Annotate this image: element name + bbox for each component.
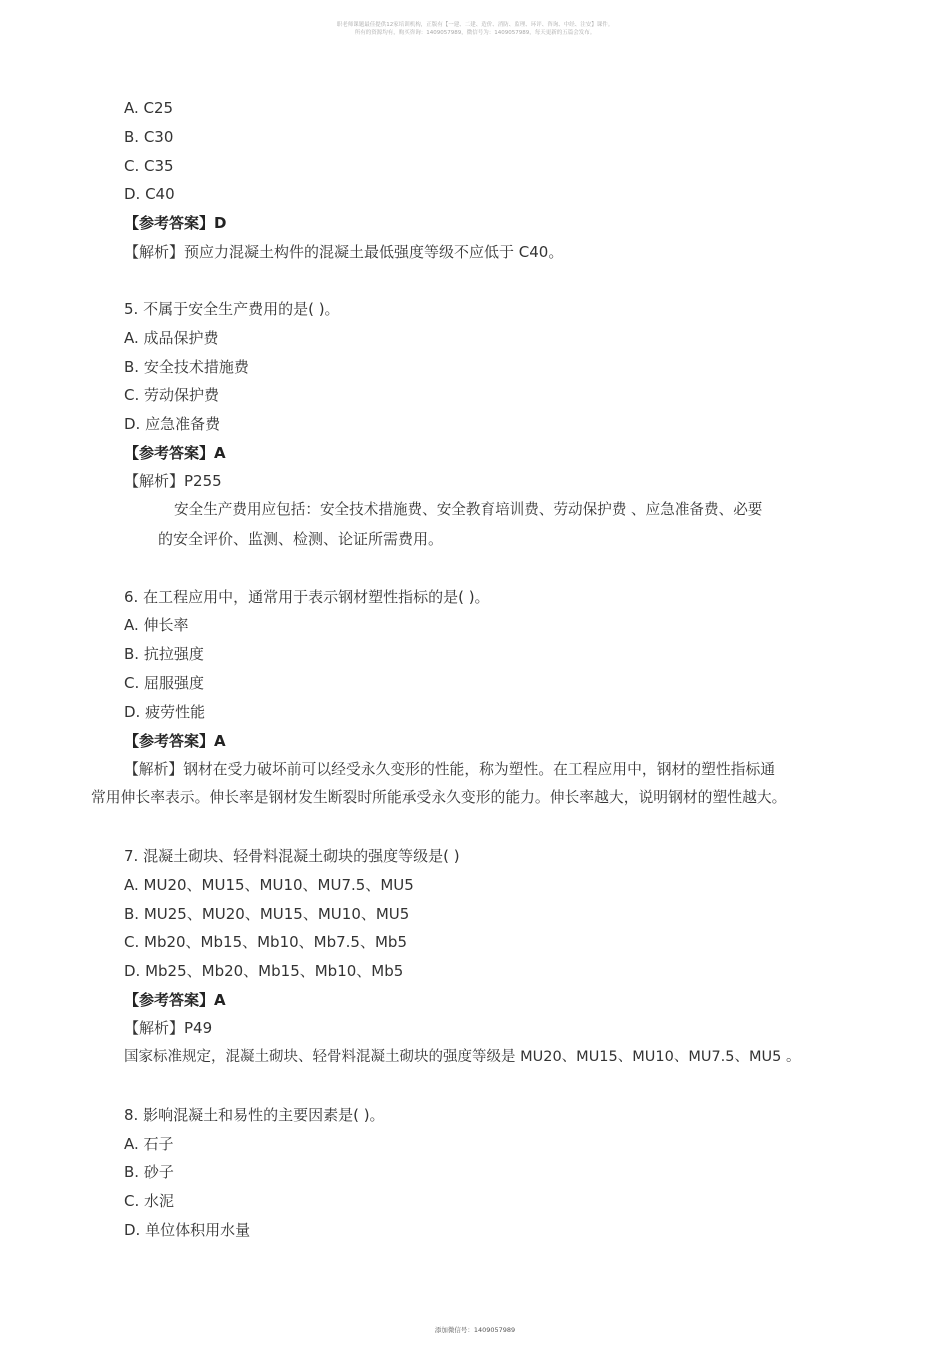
q7-analysis: 【解析】P49 (124, 1019, 213, 1037)
q5-stem: 5. 不属于安全生产费用的是( )。 (124, 300, 340, 318)
q5-analysis-body-2: 的安全评价、监测、检测、论证所需费用。 (158, 530, 444, 548)
footer-contact: 添加微信号：1409057989 (434, 1326, 516, 1334)
q4-option-b: B. C30 (124, 128, 174, 146)
q6-option-a: A. 伸长率 (124, 616, 189, 634)
q4-option-d: D. C40 (124, 185, 175, 203)
q5-answer: 【参考答案】A (124, 444, 226, 462)
q8-option-d: D. 单位体积用水量 (124, 1221, 251, 1239)
q6-option-d: D. 疲劳性能 (124, 703, 206, 721)
q6-option-b: B. 抗拉强度 (124, 645, 204, 663)
header-notice-line-2: 所有的资源均有，购买咨询：1409057989，微信号为：1409057989，每天更新的五篇会发布。 (354, 30, 596, 36)
q5-analysis: 【解析】P255 (124, 472, 222, 490)
q5-option-d: D. 应急准备费 (124, 415, 221, 433)
q5-analysis-body-1: 安全生产费用应包括：安全技术措施费、安全教育培训费、劳动保护费 、应急准备费、必要 (174, 501, 763, 518)
q8-stem: 8. 影响混凝土和易性的主要因素是( )。 (124, 1106, 385, 1124)
q7-answer: 【参考答案】A (124, 991, 226, 1009)
q7-analysis-body: 国家标准规定，混凝土砌块、轻骨料混凝土砌块的强度等级是 MU20、MU15、MU10、MU7.5、MU5 。 (124, 1049, 801, 1065)
q7-option-d: D. Mb25、Mb20、Mb15、Mb10、Mb5 (124, 962, 404, 980)
q6-stem: 6. 在工程应用中，通常用于表示钢材塑性指标的是( )。 (124, 588, 490, 606)
q7-option-b: B. MU25、MU20、MU15、MU10、MU5 (124, 905, 410, 923)
q4-option-c: C. C35 (124, 157, 174, 175)
q4-analysis: 【解析】预应力混凝土构件的混凝土最低强度等级不应低于 C40。 (124, 243, 564, 261)
q7-stem: 7. 混凝土砌块、轻骨料混凝土砌块的强度等级是( ) (124, 847, 460, 865)
q5-option-c: C. 劳动保护费 (124, 386, 220, 404)
q7-option-c: C. Mb20、Mb15、Mb10、Mb7.5、Mb5 (124, 933, 407, 951)
q6-answer: 【参考答案】A (124, 732, 226, 750)
q4-option-a: A. C25 (124, 99, 174, 117)
q8-option-a: A. 石子 (124, 1135, 174, 1153)
q4-answer: 【参考答案】D (124, 214, 227, 232)
q6-analysis-1: 【解析】钢材在受力破坏前可以经受永久变形的性能，称为塑性。在工程应用中，钢材的塑性指标通 (124, 761, 776, 778)
q8-option-c: C. 水泥 (124, 1192, 175, 1210)
q5-option-a: A. 成品保护费 (124, 329, 219, 347)
q7-option-a: A. MU20、MU15、MU10、MU7.5、MU5 (124, 876, 414, 894)
q6-analysis-2: 常用伸长率表示。伸长率是钢材发生断裂时所能承受永久变形的能力。伸长率越大，说明钢材的塑性越大。 (91, 789, 787, 806)
q6-option-c: C. 屈服强度 (124, 674, 205, 692)
q8-option-b: B. 砂子 (124, 1163, 174, 1181)
header-notice-line-1: 职老师课题最佳提供12家培训机构，正版有【一建、二建、造价、消防、监理、环评、咨询、中经、注安】课件。 (336, 22, 614, 28)
q5-option-b: B. 安全技术措施费 (124, 358, 249, 376)
